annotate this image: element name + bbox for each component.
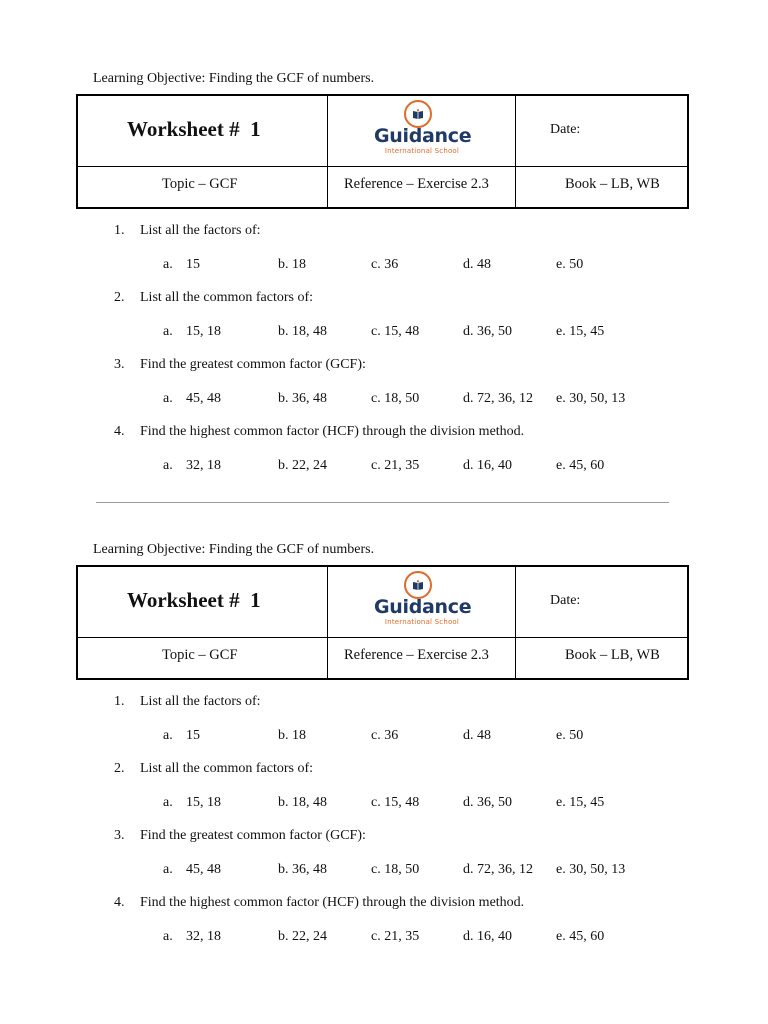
option-item bbox=[163, 256, 200, 274]
option-letter: a. bbox=[163, 458, 173, 473]
option-value: e. 50 bbox=[556, 728, 584, 743]
table-divider bbox=[515, 567, 516, 678]
question-number: 1. bbox=[114, 223, 125, 238]
option-value: d. 16, 40 bbox=[463, 929, 512, 944]
option-value: e. 45, 60 bbox=[556, 929, 605, 944]
option-value: b. 22, 24 bbox=[278, 458, 327, 473]
table-divider bbox=[515, 96, 516, 207]
option-item bbox=[278, 323, 327, 341]
option-item bbox=[556, 794, 604, 812]
question-number: 3. bbox=[114, 828, 125, 843]
learning-objective: Learning Objective: Finding the GCF of numbers. bbox=[93, 542, 375, 557]
option-value: 45, 48 bbox=[186, 862, 221, 877]
option-value: c. 18, 50 bbox=[371, 862, 420, 877]
topic-cell: Topic – GCF bbox=[162, 647, 238, 663]
question-number: 4. bbox=[114, 895, 125, 910]
book-glyph bbox=[412, 109, 424, 119]
option-letter: a. bbox=[163, 862, 173, 877]
option-item bbox=[556, 861, 625, 879]
option-value: 15, 18 bbox=[186, 324, 221, 339]
option-item bbox=[463, 928, 512, 946]
option-item bbox=[278, 794, 327, 812]
option-item bbox=[163, 727, 200, 745]
school-logo bbox=[374, 571, 470, 631]
logo-subtitle: International School bbox=[384, 147, 460, 155]
option-letter: a. bbox=[163, 257, 173, 272]
option-letter: a. bbox=[163, 795, 173, 810]
option-item bbox=[163, 861, 221, 879]
logo-name: Guidance bbox=[374, 596, 472, 618]
topic-cell: Topic – GCF bbox=[162, 176, 238, 192]
worksheet-header-table bbox=[76, 94, 689, 209]
option-value: c. 21, 35 bbox=[371, 458, 420, 473]
option-value: d. 36, 50 bbox=[463, 324, 512, 339]
option-item bbox=[278, 727, 306, 745]
option-value: c. 36 bbox=[371, 728, 399, 743]
question-4 bbox=[114, 894, 524, 912]
option-item bbox=[556, 727, 583, 745]
worksheet-top bbox=[0, 70, 768, 510]
question-text: List all the factors of: bbox=[140, 223, 261, 238]
book-cell: Book – LB, WB bbox=[565, 647, 660, 663]
option-item bbox=[371, 323, 419, 341]
question-2 bbox=[114, 760, 313, 778]
option-item bbox=[371, 727, 398, 745]
worksheet-title: Worksheet # 1 bbox=[127, 117, 261, 141]
question-3 bbox=[114, 356, 366, 374]
option-value: e. 30, 50, 13 bbox=[556, 391, 626, 406]
date-label: Date: bbox=[550, 593, 581, 608]
question-text: List all the common factors of: bbox=[140, 761, 314, 776]
option-item bbox=[463, 727, 491, 745]
option-value: 15 bbox=[186, 257, 200, 272]
question-4 bbox=[114, 423, 524, 441]
option-letter: a. bbox=[163, 324, 173, 339]
book-icon bbox=[404, 571, 432, 599]
question-1 bbox=[114, 693, 261, 711]
option-value: 45, 48 bbox=[186, 391, 221, 406]
option-value: b. 36, 48 bbox=[278, 862, 327, 877]
option-value: b. 18 bbox=[278, 257, 306, 272]
option-value: c. 15, 48 bbox=[371, 324, 420, 339]
option-item bbox=[371, 928, 419, 946]
option-item bbox=[463, 323, 512, 341]
option-item bbox=[556, 323, 604, 341]
question-number: 3. bbox=[114, 357, 125, 372]
question-text: Find the greatest common factor (GCF): bbox=[140, 828, 366, 843]
option-value: b. 36, 48 bbox=[278, 391, 327, 406]
question-number: 2. bbox=[114, 290, 125, 305]
option-item bbox=[371, 457, 419, 475]
option-value: d. 72, 36, 12 bbox=[463, 862, 533, 877]
question-1 bbox=[114, 222, 261, 240]
option-item bbox=[163, 928, 221, 946]
option-value: c. 21, 35 bbox=[371, 929, 420, 944]
worksheet-header-table bbox=[76, 565, 689, 680]
option-value: d. 16, 40 bbox=[463, 458, 512, 473]
option-value: b. 22, 24 bbox=[278, 929, 327, 944]
book-glyph bbox=[412, 580, 424, 590]
option-value: e. 15, 45 bbox=[556, 795, 605, 810]
option-letter: a. bbox=[163, 929, 173, 944]
question-text: Find the greatest common factor (GCF): bbox=[140, 357, 366, 372]
question-text: List all the factors of: bbox=[140, 694, 261, 709]
option-item bbox=[463, 861, 533, 879]
question-text: Find the highest common factor (HCF) through the division method. bbox=[140, 424, 525, 439]
option-value: d. 48 bbox=[463, 257, 491, 272]
option-value: d. 48 bbox=[463, 728, 491, 743]
question-3 bbox=[114, 827, 366, 845]
option-value: b. 18, 48 bbox=[278, 324, 327, 339]
option-value: 15, 18 bbox=[186, 795, 221, 810]
reference-cell: Reference – Exercise 2.3 bbox=[344, 176, 489, 192]
option-item bbox=[371, 256, 398, 274]
option-value: e. 45, 60 bbox=[556, 458, 605, 473]
worksheet-title: Worksheet # 1 bbox=[127, 588, 261, 612]
logo-name: Guidance bbox=[374, 125, 472, 147]
option-value: 32, 18 bbox=[186, 929, 221, 944]
section-divider bbox=[96, 502, 669, 503]
option-value: c. 15, 48 bbox=[371, 795, 420, 810]
question-text: Find the highest common factor (HCF) through the division method. bbox=[140, 895, 525, 910]
option-value: e. 15, 45 bbox=[556, 324, 605, 339]
option-value: 32, 18 bbox=[186, 458, 221, 473]
question-number: 2. bbox=[114, 761, 125, 776]
option-item bbox=[371, 861, 419, 879]
option-item bbox=[163, 794, 221, 812]
option-letter: a. bbox=[163, 728, 173, 743]
question-2 bbox=[114, 289, 313, 307]
option-item bbox=[556, 928, 604, 946]
option-value: b. 18, 48 bbox=[278, 795, 327, 810]
option-item bbox=[278, 390, 327, 408]
book-cell: Book – LB, WB bbox=[565, 176, 660, 192]
option-item bbox=[371, 794, 419, 812]
option-item bbox=[163, 323, 221, 341]
option-item bbox=[463, 794, 512, 812]
logo-subtitle: International School bbox=[384, 618, 460, 626]
option-value: d. 36, 50 bbox=[463, 795, 512, 810]
table-divider bbox=[327, 567, 328, 678]
option-item bbox=[371, 390, 419, 408]
question-number: 4. bbox=[114, 424, 125, 439]
option-value: c. 36 bbox=[371, 257, 399, 272]
option-item bbox=[463, 457, 512, 475]
option-value: d. 72, 36, 12 bbox=[463, 391, 533, 406]
table-divider bbox=[327, 96, 328, 207]
reference-cell: Reference – Exercise 2.3 bbox=[344, 647, 489, 663]
question-number: 1. bbox=[114, 694, 125, 709]
option-value: c. 18, 50 bbox=[371, 391, 420, 406]
option-item bbox=[278, 861, 327, 879]
option-item bbox=[463, 390, 533, 408]
option-item bbox=[556, 457, 604, 475]
option-item bbox=[278, 928, 327, 946]
table-divider bbox=[78, 166, 687, 167]
school-logo bbox=[374, 100, 470, 160]
option-value: 15 bbox=[186, 728, 200, 743]
option-item bbox=[278, 256, 306, 274]
option-letter: a. bbox=[163, 391, 173, 406]
option-item bbox=[163, 390, 221, 408]
worksheet-bottom bbox=[0, 541, 768, 981]
option-item bbox=[463, 256, 491, 274]
question-text: List all the common factors of: bbox=[140, 290, 314, 305]
book-icon bbox=[404, 100, 432, 128]
option-item bbox=[163, 457, 221, 475]
option-item bbox=[556, 390, 625, 408]
option-value: e. 50 bbox=[556, 257, 584, 272]
option-item bbox=[278, 457, 327, 475]
option-value: b. 18 bbox=[278, 728, 306, 743]
option-item bbox=[556, 256, 583, 274]
learning-objective: Learning Objective: Finding the GCF of numbers. bbox=[93, 71, 375, 86]
table-divider bbox=[78, 637, 687, 638]
option-value: e. 30, 50, 13 bbox=[556, 862, 626, 877]
date-label: Date: bbox=[550, 122, 581, 137]
